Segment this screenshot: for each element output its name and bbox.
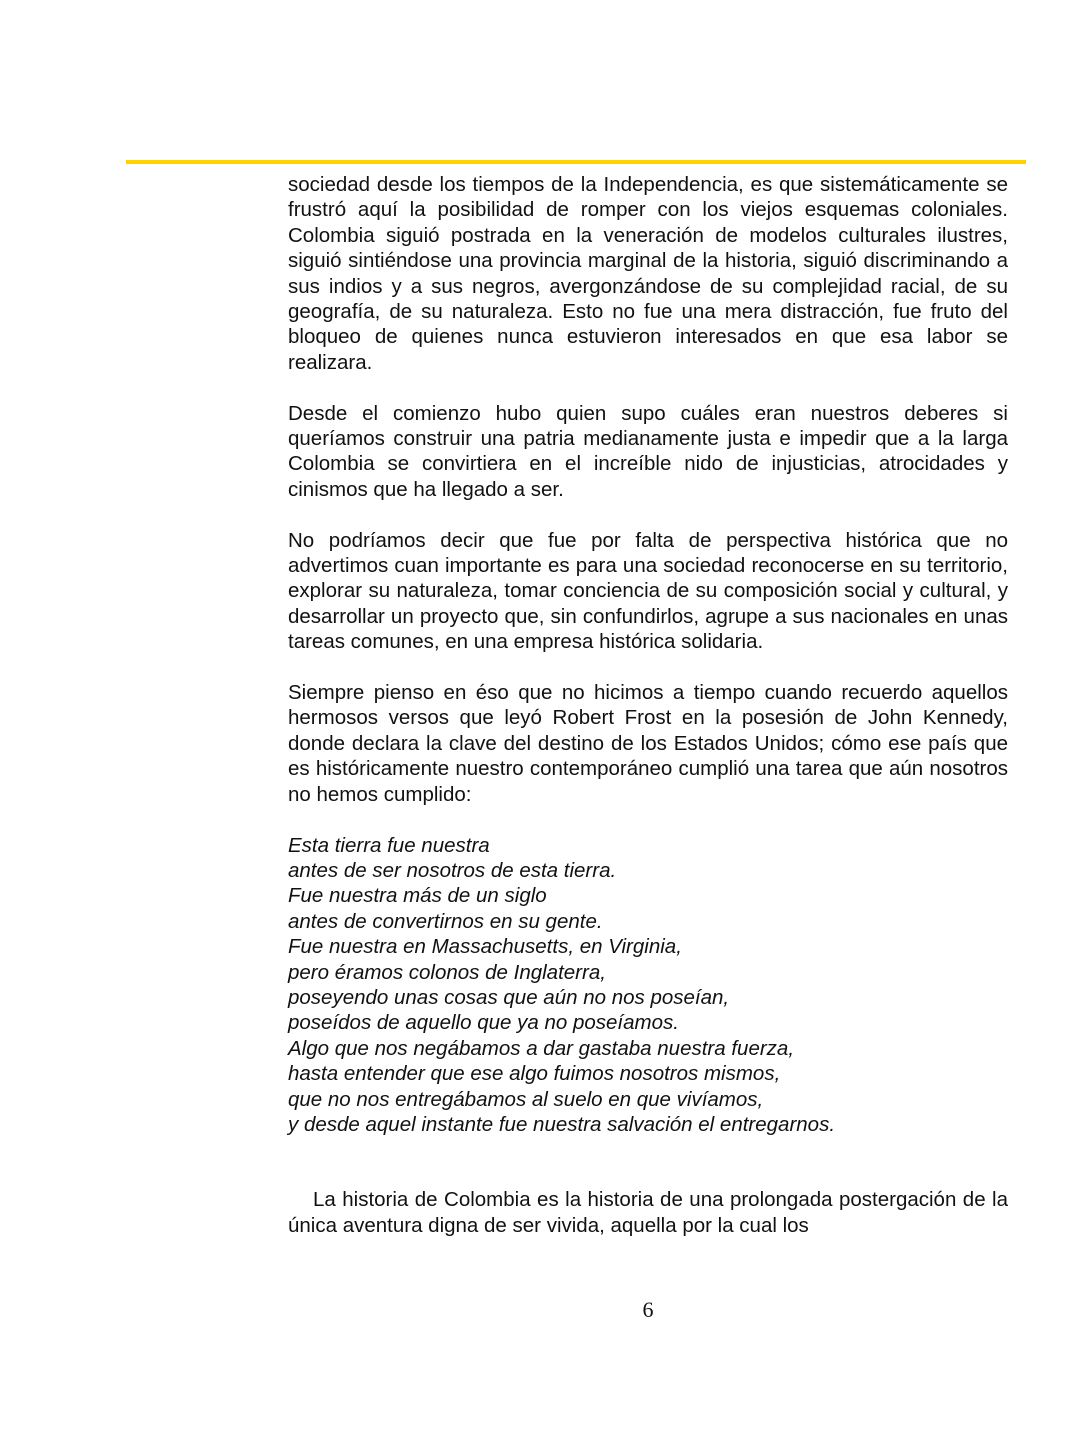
poem-line: hasta entender que ese algo fuimos nosotros mismos, [288, 1062, 781, 1086]
paragraph-2: Desde el comienzo hubo quien supo cuáles eran nuestros deberes si queríamos construir una patria medianamente justa e impedir que a la larga Colombia se convirtiera en el increíble nido de injusticias, atrocidades y cinismos que ha llegado a ser. [288, 401, 1008, 501]
poem-line: pero éramos colonos de Inglaterra, [288, 960, 606, 984]
poem-line: Esta tierra fue nuestra [288, 833, 490, 857]
poem-line: y desde aquel instante fue nuestra salvación el entregarnos. [288, 1112, 836, 1136]
poem-line: poseídos de aquello que ya no poseíamos. [288, 1011, 679, 1035]
paragraph-1: sociedad desde los tiempos de la Independencia, es que sistemáticamente se frustró aquí la posibilidad de romper con los viejos esquemas coloniales. Colombia siguió postrada en la veneración de modelos culturales ilustres, siguió sintiéndose una provincia marginal de la historia, siguió discriminando a sus indios y a sus negros, avergonzándose de su complejidad racial, de su geografía, de su naturaleza. Esto no fue una mera distracción, fue fruto del bloqueo de quienes nunca estuvieron interesados en que esa labor se realizara. [288, 173, 1008, 374]
paragraph-3: No podríamos decir que fue por falta de perspectiva histórica que no advertimos cuan importante es para una sociedad reconocerse en su territorio, explorar su naturaleza, tomar conciencia de su composición social y cultural, y desarrollar un proyecto que, sin confundirlos, agrupe a sus nacionales en unas tareas comunes, en una empresa histórica solidaria. [288, 528, 1008, 654]
poem-line: Fue nuestra en Massachusetts, en Virginia, [288, 935, 682, 959]
page-number: 6 [642, 1297, 654, 1322]
poem-line: que no nos entregábamos al suelo en que vivíamos, [288, 1087, 764, 1111]
page-body [288, 172, 1008, 1264]
closing-paragraph: La historia de Colombia es la historia de una prolongada postergación de la única aventura digna de ser vivida, aquella por la cual los [288, 1188, 1008, 1237]
paragraph-4: Siempre pienso en éso que no hicimos a tiempo cuando recuerdo aquellos hermosos versos que leyó Robert Frost en la posesión de John Kennedy, donde declara la clave del destino de los Estados Unidos; cómo ese país que es históricamente nuestro contemporáneo cumplió una tarea que aún nosotros no hemos cumplido: [288, 681, 1008, 806]
poem-line: Fue nuestra más de un siglo [288, 884, 547, 908]
poem-line: antes de ser nosotros de esta tierra. [288, 858, 617, 882]
header-rule [126, 160, 1026, 164]
poem-line: Algo que nos negábamos a dar gastaba nuestra fuerza, [288, 1036, 795, 1060]
poem-line: antes de convertirnos en su gente. [288, 909, 603, 933]
poem-line: poseyendo unas cosas que aún no nos poseían, [288, 985, 730, 1009]
poem-block [288, 833, 1008, 1138]
